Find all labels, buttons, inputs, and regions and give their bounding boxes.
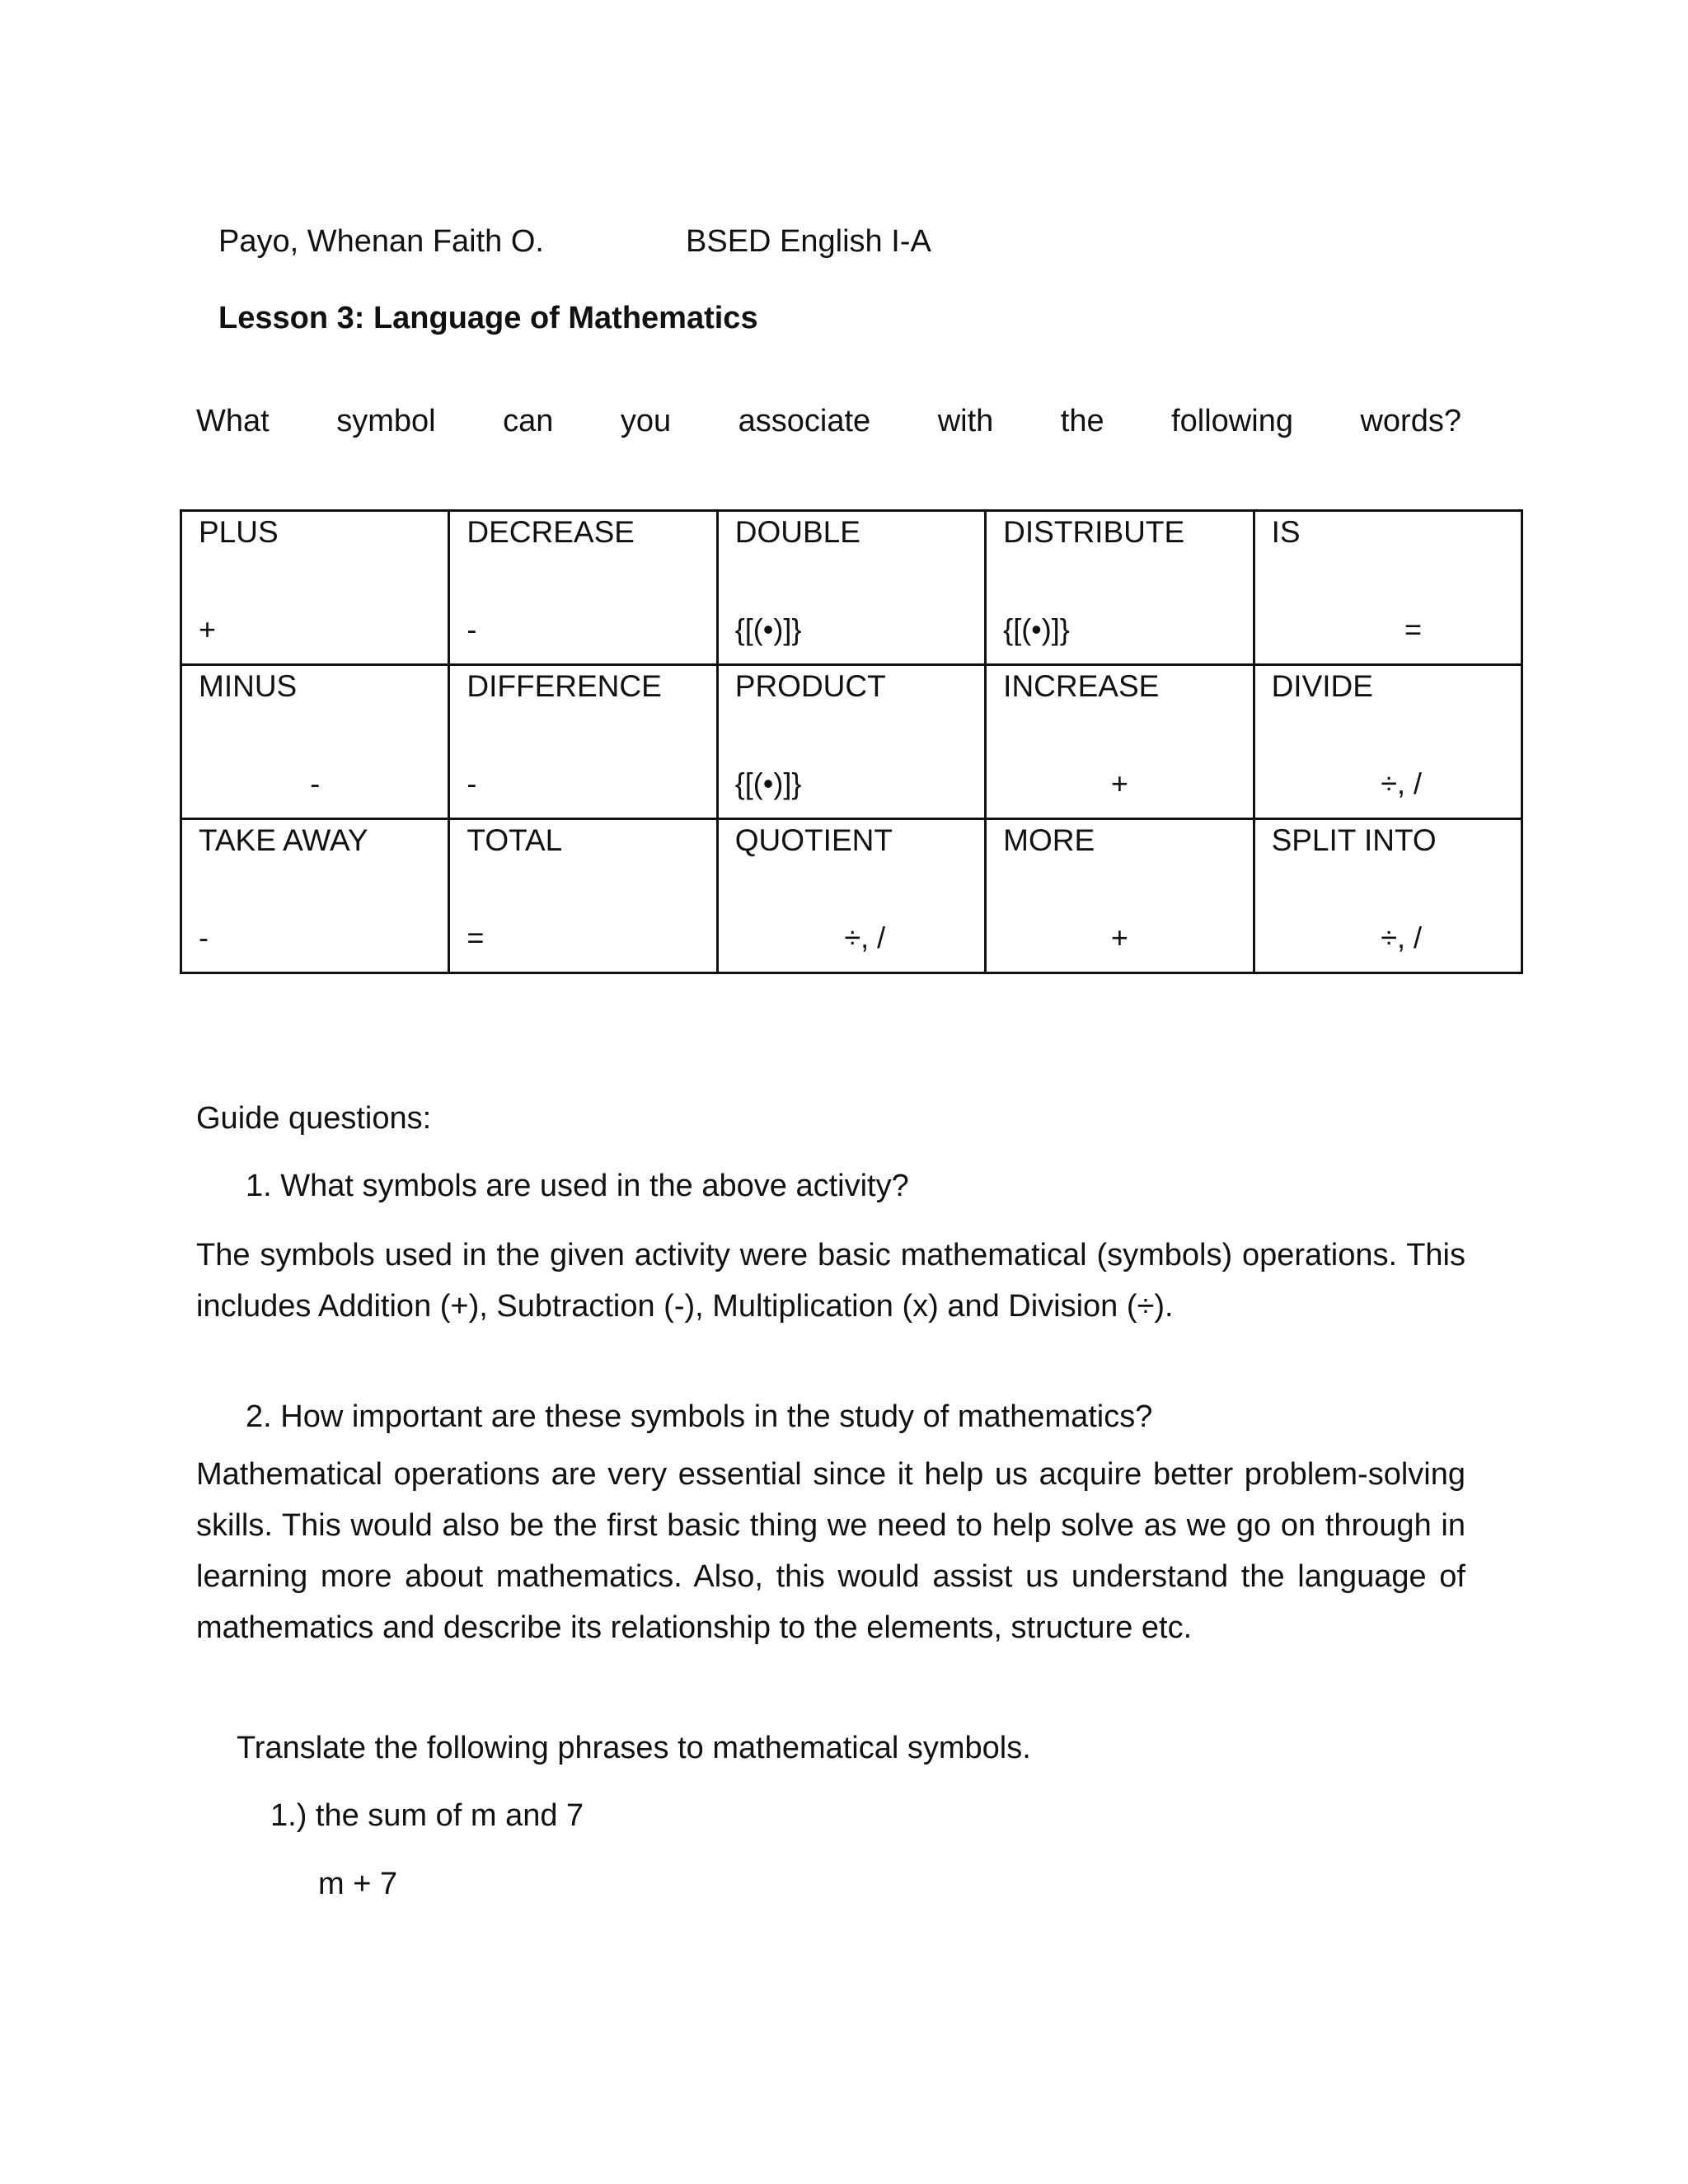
question-word: words? (1360, 404, 1461, 438)
cell-symbol: {[(•)]} (734, 612, 802, 646)
question-word: with (937, 404, 994, 438)
cell-word: DOUBLE (734, 515, 860, 549)
cell-symbol: = (1404, 612, 1422, 646)
guide-question-1: 1. What symbols are used in the above activity? (246, 1169, 909, 1203)
cell-word: MINUS (199, 669, 298, 703)
cell-symbol: {[(•)]} (1003, 612, 1070, 646)
table-cell (449, 819, 717, 973)
cell-word: IS (1271, 515, 1301, 549)
translate-item-1: 1.) the sum of m and 7 (270, 1798, 584, 1833)
table-row (181, 665, 1522, 819)
table-cell (986, 819, 1254, 973)
cell-symbol: + (1110, 921, 1128, 954)
cell-word: TOTAL (467, 823, 563, 857)
table-cell (986, 665, 1254, 819)
cell-word: PLUS (199, 515, 279, 549)
table-cell (181, 511, 449, 665)
cell-symbol: - (467, 766, 477, 800)
course-section: BSED English I-A (686, 224, 931, 259)
guide-answer-2: Mathematical operations are very essential since it help us acquire better problem-solving skills. This would also be the first basic thing we need to help solve as we go on through in learning more about mathematics. Also, this would assist us understand the language of mathematics and describe its relationship to the elements, structure etc. (196, 1457, 1465, 1645)
cell-word: SPLIT INTO (1271, 823, 1437, 857)
cell-word: DISTRIBUTE (1003, 515, 1185, 549)
cell-symbol: - (199, 921, 209, 954)
question-word: the (1060, 404, 1104, 438)
cell-word: PRODUCT (734, 669, 886, 703)
cell-symbol: = (467, 921, 485, 954)
cell-symbol: {[(•)]} (734, 766, 802, 800)
cell-word: DIVIDE (1271, 669, 1373, 703)
cell-symbol: ÷, / (844, 921, 886, 954)
table-cell (1254, 511, 1522, 665)
question-word: associate (738, 404, 871, 438)
cell-word: INCREASE (1003, 669, 1160, 703)
table-row (181, 819, 1522, 973)
table-cell (181, 665, 449, 819)
table-cell (717, 511, 985, 665)
cell-word: QUOTIENT (734, 823, 893, 857)
question-word: What (196, 404, 270, 438)
translate-heading: Translate the following phrases to mathematical symbols. (237, 1731, 1031, 1765)
instruction-question (196, 404, 1461, 439)
table-cell (181, 819, 449, 973)
question-word: can (503, 404, 554, 438)
cell-symbol: - (310, 766, 321, 800)
cell-symbol: ÷, / (1381, 766, 1422, 800)
table-cell (717, 665, 985, 819)
question-word: you (620, 404, 672, 438)
table-cell (717, 819, 985, 973)
student-name: Payo, Whenan Faith O. (218, 224, 544, 259)
guide-questions-heading: Guide questions: (196, 1101, 432, 1136)
cell-word: TAKE AWAY (199, 823, 368, 857)
table-row (181, 511, 1522, 665)
table-cell (1254, 665, 1522, 819)
cell-word: MORE (1003, 823, 1095, 857)
cell-word: DECREASE (467, 515, 635, 549)
question-word: symbol (336, 404, 436, 438)
guide-question-2: 2. How important are these symbols in the study of mathematics? (246, 1399, 1153, 1434)
question-word: following (1171, 404, 1293, 438)
lesson-title: Lesson 3: Language of Mathematics (218, 301, 758, 335)
cell-word: DIFFERENCE (467, 669, 662, 703)
cell-symbol: - (467, 612, 477, 646)
cell-symbol: + (199, 612, 217, 646)
table-cell (1254, 819, 1522, 973)
symbol-table (180, 509, 1523, 974)
table-cell (986, 511, 1254, 665)
cell-symbol: + (1110, 766, 1128, 800)
table-cell (449, 665, 717, 819)
translate-answer-1: m + 7 (318, 1867, 398, 1901)
cell-symbol: ÷, / (1381, 921, 1422, 954)
table-cell (449, 511, 717, 665)
guide-answer-1: The symbols used in the given activity were basic mathematical (symbols) operations. This includes Addition (+), Subtraction (-), Multiplication (x) and Division (÷). (196, 1238, 1465, 1324)
